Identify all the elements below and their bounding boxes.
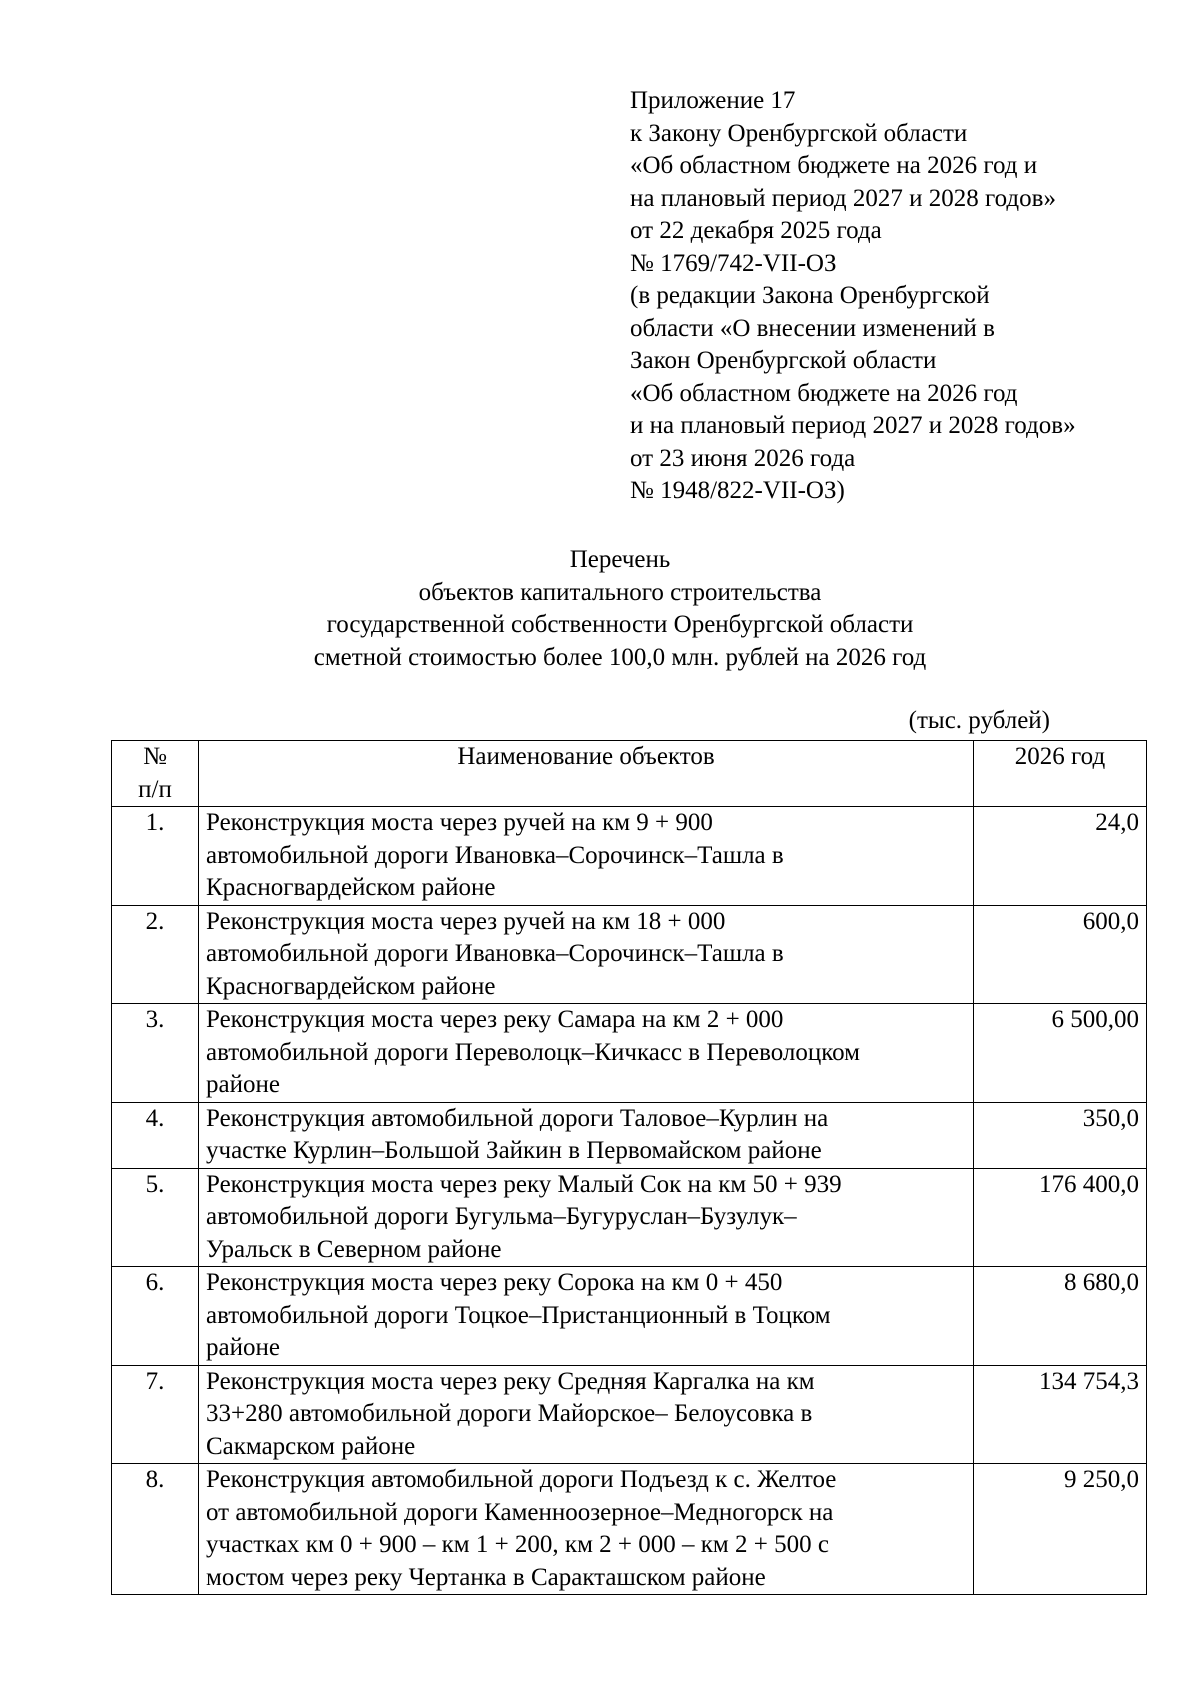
object-name-line: автомобильной дороги Ивановка–Сорочинск–Ташла в	[206, 940, 784, 967]
row-value: 9 250,0	[974, 1464, 1147, 1595]
header-line: на плановый период 2027 и 2028 годов»	[630, 184, 1056, 212]
header-line: и на плановый период 2027 и 2028 годов»	[630, 412, 1076, 439]
object-name-line: Реконструкция моста через реку Средняя Каргалка на км	[206, 1367, 815, 1395]
object-name-line: от автомобильной дороги Каменноозерное–Медногорск на	[206, 1498, 834, 1526]
table-row	[112, 905, 1147, 1004]
object-name-line: Реконструкция моста через реку Малый Сок на км 50 + 939	[206, 1170, 842, 1198]
object-name-line: автомобильной дороги Ивановка–Сорочинск–Ташла в	[206, 841, 784, 869]
title-line: Перечень	[569, 546, 671, 573]
units-label: (тыс. рублей)	[908, 707, 1050, 734]
row-object-name	[199, 807, 974, 906]
row-object-name	[199, 1004, 974, 1103]
title-line: сметной стоимостью более 100,0 млн. рублей на 2026 год	[313, 643, 927, 671]
header-line: к Закону Оренбургской области	[630, 119, 968, 147]
object-name-line: Реконструкция моста через реку Сорока на км 0 + 450	[206, 1269, 783, 1296]
table-row	[112, 1168, 1147, 1267]
header-line: Закон Оренбургской области	[630, 347, 937, 374]
header-line: Приложение 17	[630, 87, 796, 114]
object-name-line: 33+280 автомобильной дороги Майорское– Белоусовка в	[206, 1400, 813, 1427]
row-number: 4.	[112, 1102, 199, 1168]
object-name-line: Уральск в Северном районе	[206, 1235, 502, 1263]
row-number: 2.	[112, 905, 199, 1004]
object-name-line: Реконструкция моста через ручей на км 18 + 000	[206, 907, 726, 935]
table-row	[112, 1004, 1147, 1103]
row-object-name	[199, 1102, 974, 1168]
column-header-number	[112, 741, 199, 807]
object-name-line: Сакмарском районе	[206, 1432, 416, 1460]
column-header-value: 2026 год	[974, 741, 1147, 807]
table-row	[112, 1267, 1147, 1366]
object-name-line: районе	[206, 1334, 280, 1361]
row-value: 6 500,00	[974, 1004, 1147, 1103]
object-name-line: Красногвардейском районе	[206, 972, 496, 1000]
table-row	[112, 807, 1147, 906]
object-name-line: участке Курлин–Большой Зайкин в Первомайском районе	[206, 1137, 822, 1164]
header-line: «Об областном бюджете на 2026 год	[630, 379, 1018, 407]
table-header-row	[112, 741, 1147, 807]
table-row	[112, 1365, 1147, 1464]
row-number: 6.	[112, 1267, 199, 1366]
object-name-line: Красногвардейском районе	[206, 874, 496, 901]
row-number: 3.	[112, 1004, 199, 1103]
row-number: 1.	[112, 807, 199, 906]
row-object-name	[199, 1168, 974, 1267]
object-name-line: Реконструкция автомобильной дороги Подъезд к с. Желтое	[206, 1466, 837, 1493]
object-name-line: автомобильной дороги Бугульма–Бугуруслан–Бузулук–	[206, 1203, 797, 1230]
title-line: объектов капитального строительства	[418, 578, 822, 606]
row-object-name	[199, 1365, 974, 1464]
row-number: 7.	[112, 1365, 199, 1464]
row-number: 5.	[112, 1168, 199, 1267]
header-line: от 23 июня 2026 года	[630, 444, 856, 472]
row-object-name	[199, 1267, 974, 1366]
row-object-name	[199, 1464, 974, 1595]
object-name-line: автомобильной дороги Тоцкое–Пристанционный в Тоцком	[206, 1301, 831, 1329]
row-value: 134 754,3	[974, 1365, 1147, 1464]
object-name-line: Реконструкция моста через ручей на км 9 + 900	[206, 809, 713, 836]
object-name-line: мостом через реку Чертанка в Саракташском районе	[206, 1563, 766, 1591]
table-row	[112, 1102, 1147, 1168]
header-line: «Об областном бюджете на 2026 год и	[630, 152, 1038, 179]
title-line: государственной собственности Оренбургской области	[326, 611, 914, 638]
row-value: 8 680,0	[974, 1267, 1147, 1366]
object-name-line: Реконструкция автомобильной дороги Таловое–Курлин на	[206, 1104, 829, 1132]
row-value: 350,0	[974, 1102, 1147, 1168]
column-header-number-line2: п/п	[138, 775, 172, 803]
row-object-name	[199, 905, 974, 1004]
column-header-name: Наименование объектов	[199, 741, 974, 807]
object-name-line: участках км 0 + 900 – км 1 + 200, км 2 + 000 – км 2 + 500 с	[206, 1531, 829, 1558]
object-name-line: Реконструкция моста через реку Самара на км 2 + 000	[206, 1006, 784, 1033]
row-value: 600,0	[974, 905, 1147, 1004]
row-value: 24,0	[974, 807, 1147, 906]
header-line: области «О внесении изменений в	[630, 314, 995, 342]
row-number: 8.	[112, 1464, 199, 1595]
header-line: (в редакции Закона Оренбургской	[630, 282, 990, 309]
row-value: 176 400,0	[974, 1168, 1147, 1267]
column-header-number-line1: №	[143, 743, 167, 770]
table-row	[112, 1464, 1147, 1595]
header-line: от 22 декабря 2025 года	[630, 217, 882, 244]
object-name-line: автомобильной дороги Переволоцк–Кичкасс в Переволоцком	[206, 1038, 860, 1066]
document-title	[0, 544, 1200, 674]
document-header	[630, 85, 1170, 508]
object-name-line: районе	[206, 1071, 280, 1098]
objects-table	[111, 740, 1147, 1595]
header-line: № 1948/822-VII-ОЗ)	[630, 477, 845, 504]
header-line: № 1769/742-VII-ОЗ	[630, 249, 837, 277]
